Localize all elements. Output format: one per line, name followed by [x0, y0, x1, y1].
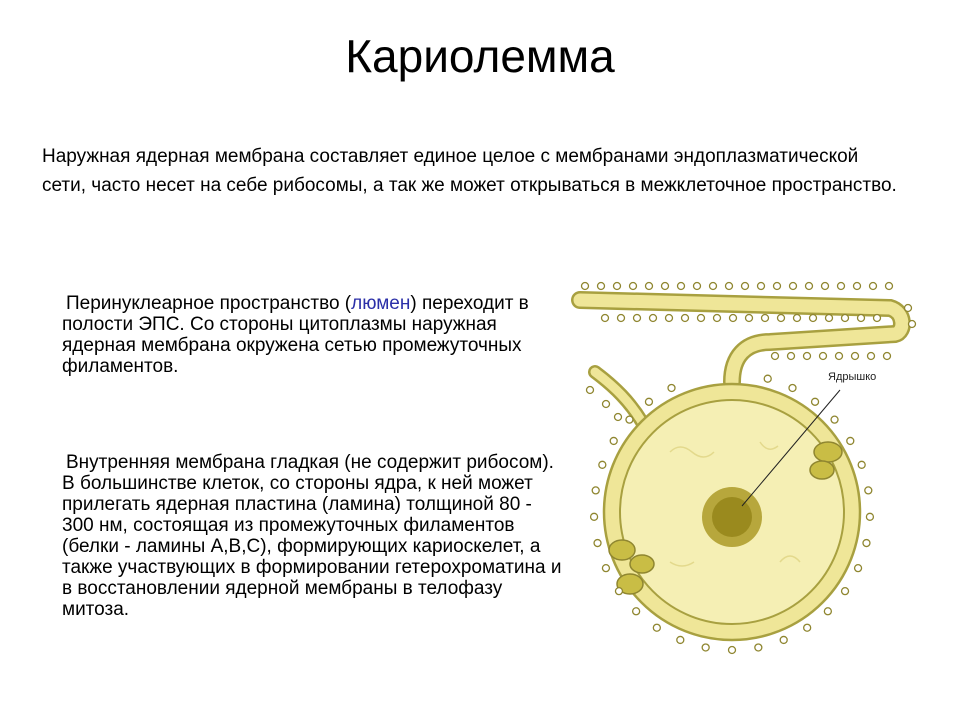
- ribosome: [626, 416, 633, 423]
- ribosome: [677, 636, 684, 643]
- ribosome: [804, 624, 811, 631]
- ribosome: [855, 565, 862, 572]
- ribosome: [666, 315, 673, 322]
- ribosome: [615, 414, 622, 421]
- ribosome: [714, 315, 721, 322]
- ribosome: [594, 540, 601, 547]
- ribosome: [772, 353, 779, 360]
- ribosome: [746, 315, 753, 322]
- ribosome: [824, 608, 831, 615]
- ribosome: [615, 588, 622, 595]
- ribosome: [755, 644, 762, 651]
- nucleolus-core: [712, 497, 752, 537]
- ribosome: [868, 353, 875, 360]
- paragraph2-text: Внутренняя мембрана гладкая (не содержит рибосом). В большинстве клеток, со стороны ядра, к ней может прилегать ядерная пластина (ламина) толщиной 80 - 300 нм, состоящая из промежуточных филаментов (белки - ламины А,В,С), формирующих кариоскелет, а также участвующих в формировании гетерохроматина и в восстановлении ядерной мембраны в телофазу митоза.: [62, 452, 562, 620]
- ribosome: [730, 315, 737, 322]
- ribosome: [884, 353, 891, 360]
- ribosome: [668, 384, 675, 391]
- ribosome: [788, 353, 795, 360]
- ribosome: [630, 283, 637, 290]
- ribosome: [645, 398, 652, 405]
- ribosome: [905, 305, 912, 312]
- ribosome: [774, 283, 781, 290]
- ribosome: [804, 353, 811, 360]
- ribosome: [682, 315, 689, 322]
- ribosome: [858, 315, 865, 322]
- ribosome: [599, 461, 606, 468]
- ribosome: [758, 283, 765, 290]
- ribosome: [794, 315, 801, 322]
- ribosome: [810, 315, 817, 322]
- nucleus-diagram: [560, 262, 920, 662]
- ribosome: [726, 283, 733, 290]
- ribosome: [742, 283, 749, 290]
- ribosome: [812, 398, 819, 405]
- ribosome: [610, 437, 617, 444]
- ribosome: [854, 283, 861, 290]
- pore-bleb: [810, 461, 834, 479]
- ribosome: [790, 283, 797, 290]
- ribosome: [886, 283, 893, 290]
- ribosome: [909, 321, 916, 328]
- ribosome: [650, 315, 657, 322]
- ribosome: [842, 315, 849, 322]
- ribosome: [831, 416, 838, 423]
- ribosome: [702, 644, 709, 651]
- ribosome: [874, 315, 881, 322]
- ribosome: [858, 461, 865, 468]
- ribosome: [653, 624, 660, 631]
- ribosome: [582, 283, 589, 290]
- ribosome: [762, 315, 769, 322]
- ribosome: [698, 315, 705, 322]
- ribosome: [764, 375, 771, 382]
- slide-title: Кариолемма: [345, 30, 615, 82]
- ribosome: [618, 315, 625, 322]
- ribosome: [592, 487, 599, 494]
- ribosome: [602, 565, 609, 572]
- nucleolus-label: Ядрышко: [828, 371, 877, 383]
- ribosome: [838, 283, 845, 290]
- ribosome: [780, 636, 787, 643]
- ribosome: [836, 353, 843, 360]
- ribosome: [603, 401, 610, 408]
- ribosome: [694, 283, 701, 290]
- paragraph-perinuclear: [62, 293, 562, 377]
- ribosome: [870, 283, 877, 290]
- ribosome: [820, 353, 827, 360]
- ribosome: [865, 487, 872, 494]
- paragraph-inner-membrane: [62, 452, 562, 620]
- lumen-term: люмен: [351, 293, 411, 314]
- ribosome: [602, 315, 609, 322]
- ribosome: [729, 647, 736, 654]
- ribosome: [866, 513, 873, 520]
- paragraph1-before: Перинуклеарное пространство (: [66, 293, 352, 314]
- ribosome: [587, 387, 594, 394]
- ribosome: [806, 283, 813, 290]
- pore-bleb: [609, 540, 635, 560]
- intro-text: Наружная ядерная мембрана составляет единое целое с мембранами эндоплазматической сети, часто несет на себе рибосомы, а так же может открываться в межклеточное пространство.: [42, 146, 897, 196]
- ribosome: [591, 513, 598, 520]
- ribosome: [633, 608, 640, 615]
- ribosome: [789, 384, 796, 391]
- ribosome: [778, 315, 785, 322]
- ribosome: [822, 283, 829, 290]
- ribosome: [678, 283, 685, 290]
- pore-bleb: [814, 442, 842, 462]
- ribosome: [614, 283, 621, 290]
- ribosome: [852, 353, 859, 360]
- ribosome: [598, 283, 605, 290]
- ribosome: [662, 283, 669, 290]
- ribosome: [847, 437, 854, 444]
- ribosome: [842, 588, 849, 595]
- ribosome: [634, 315, 641, 322]
- ribosome: [710, 283, 717, 290]
- ribosome: [646, 283, 653, 290]
- paragraph1-after: ) переходит в полости ЭПС. Со стороны цитоплазмы наружная ядерная мембрана окружена сетью промежуточных филаментов.: [62, 293, 529, 377]
- ribosome: [826, 315, 833, 322]
- ribosome: [863, 540, 870, 547]
- pore-bleb: [630, 555, 654, 573]
